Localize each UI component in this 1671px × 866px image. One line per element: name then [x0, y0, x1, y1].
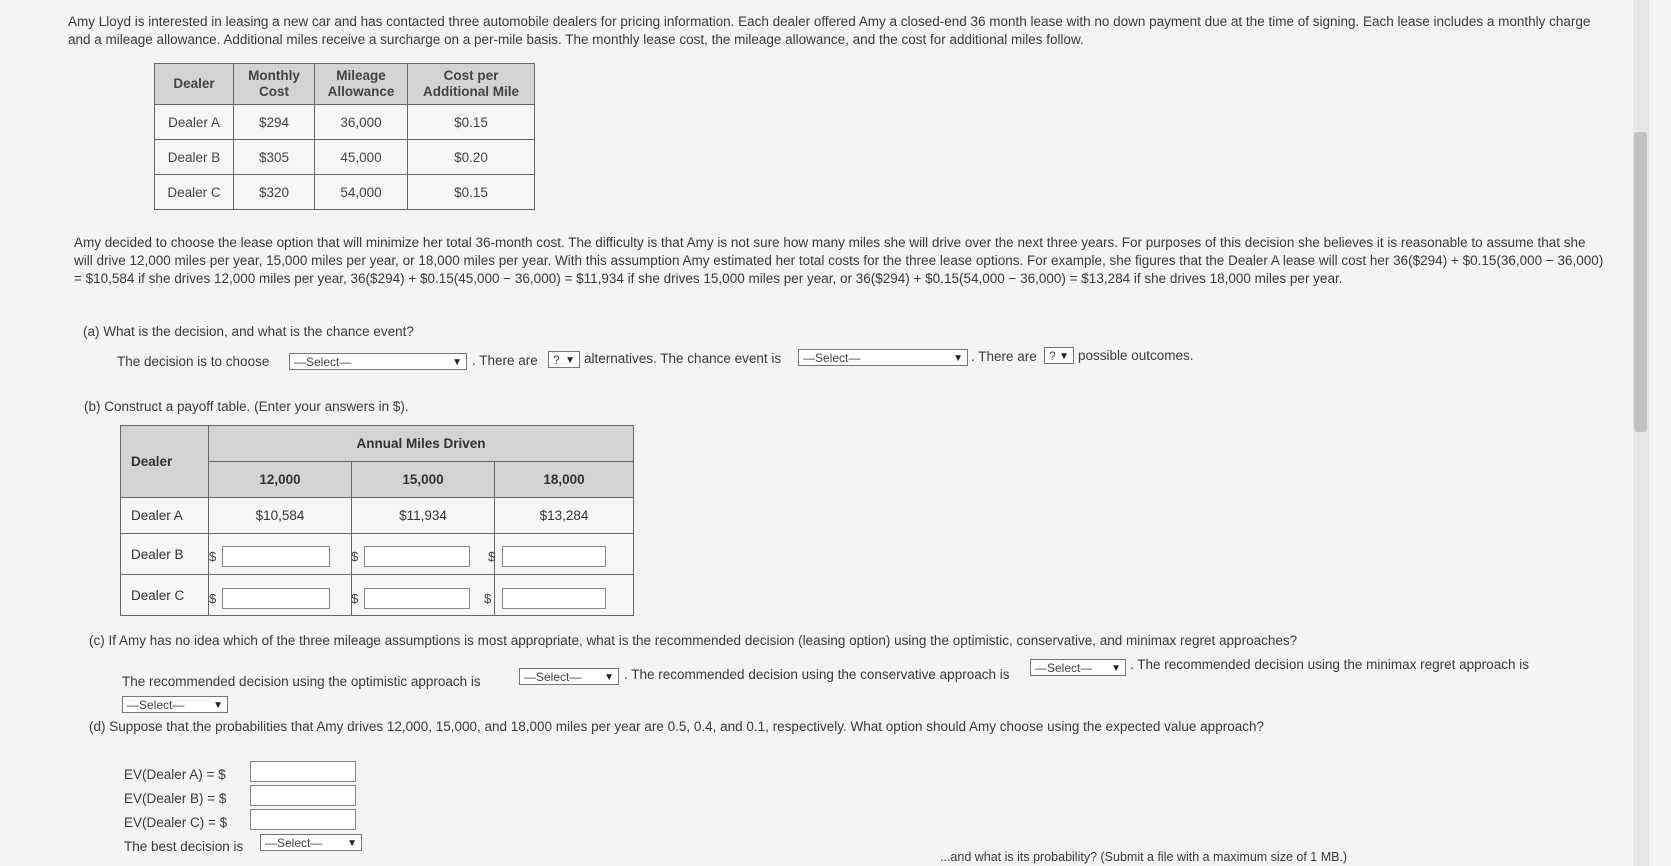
part-c-question: (c) If Amy has no idea which of the three mileage assumptions is most appropriate, what is the recommended decision (leasing option) using the optimistic, conservative, and minimax regret approaches? — [89, 633, 1298, 648]
ev-dealer-b-input[interactable] — [250, 785, 356, 806]
payoff-input-c-12000[interactable] — [222, 588, 330, 609]
optimistic-select[interactable] — [519, 668, 619, 685]
lease-cell: 54,000 — [315, 175, 408, 210]
lease-header-cost-per-mile: Cost per Additional Mile — [408, 64, 535, 105]
table-row — [155, 140, 535, 175]
payoff-header-dealer: Dealer — [121, 426, 209, 498]
part-b-question: (b) Construct a payoff table. (Enter your answers in $). — [84, 399, 409, 414]
intro-text: Amy Lloyd is interested in leasing a new car and has contacted three automobile dealers for pricing information. Each dealer offered Amy a closed-end 36 month lease with no down payment due at the time of signing. Each lease includes a monthly charge and a mileage allowance. Additional miles receive a surcharge on a per-mile basis. The monthly lease cost, the mileage allowance, and the cost for additional miles follow. — [68, 14, 1591, 47]
payoff-col-12000: 12,000 — [209, 462, 352, 498]
ev-dealer-a-input[interactable] — [250, 761, 356, 782]
ev-dealer-b-label: EV(Dealer B) = $ — [124, 791, 227, 806]
currency-symbol: $ — [484, 591, 492, 606]
alternatives-count-select[interactable] — [548, 351, 580, 368]
lease-cell: $305 — [234, 140, 315, 175]
part-a-text-4: . There are — [971, 349, 1037, 364]
ev-dealer-c-label: EV(Dealer C) = $ — [124, 815, 228, 830]
lease-header-mileage: Mileage Allowance — [315, 64, 408, 105]
scenario-text: Amy decided to choose the lease option that will minimize her total 36-month cost. The difficulty is that Amy is not sure how many miles she will drive over the next three years. For purposes of this decision she believes it is reasonable to assume that she will drive 12,000 miles per year, 15,000 miles per year, or 18,000 miles per year. With this assumption Amy estimated her total costs for the three lease options. For example, she figures that the Dealer A lease will cost her 36($294) + $0.15(36,000 − 36,000) = $10,584 if she drives 12,000 miles per year, 36($294) + $0.15(45,000 − 36,000) = $11,934 if she drives 15,000 miles per year, or 36($294) + $0.15(54,000 − 36,000) = $13,284 if she drives 18,000 miles per year. — [74, 235, 1604, 286]
part-a-text-2: . There are — [472, 353, 538, 368]
lease-table — [154, 63, 535, 210]
select-label: —Select— — [127, 698, 185, 712]
chevron-down-icon: ▼ — [347, 838, 357, 849]
payoff-value: $13,284 — [495, 498, 634, 534]
select-label: ? — [553, 353, 560, 367]
conservative-select[interactable] — [1030, 659, 1126, 676]
payoff-input-b-15000[interactable] — [364, 546, 470, 567]
select-label: ? — [1049, 349, 1056, 363]
chance-event-select[interactable] — [798, 349, 968, 366]
best-decision-select[interactable] — [260, 834, 362, 851]
best-decision-label: The best decision is — [124, 839, 244, 854]
table-row — [155, 175, 535, 210]
payoff-row-label: Dealer A — [121, 498, 209, 534]
payoff-col-15000: 15,000 — [352, 462, 495, 498]
payoff-input-b-18000[interactable] — [502, 546, 606, 567]
lease-header-dealer: Dealer — [155, 64, 234, 105]
chevron-down-icon: ▼ — [1059, 351, 1069, 362]
part-d-question: (d) Suppose that the probabilities that Amy drives 12,000, 15,000, and 18,000 miles per year are 0.5, 0.4, and 0.1, respectively. What option should Amy choose using the expected value approach? — [89, 719, 1264, 734]
select-label: —Select— — [524, 670, 582, 684]
lease-cell: $0.20 — [408, 140, 535, 175]
part-a-text-5: possible outcomes. — [1078, 348, 1194, 363]
scrollbar-thumb[interactable] — [1634, 132, 1647, 432]
chevron-down-icon: ▼ — [452, 357, 462, 368]
payoff-row-label: Dealer B — [121, 534, 209, 575]
lease-cell: $320 — [234, 175, 315, 210]
chevron-down-icon: ▼ — [953, 353, 963, 364]
part-a-text-3: alternatives. The chance event is — [584, 351, 782, 366]
currency-symbol: $ — [488, 549, 496, 564]
cut-off-footer-text: ...and what is its probability? (Submit a file with a maximum size of 1 MB.) — [940, 850, 1348, 864]
chevron-down-icon: ▼ — [213, 700, 223, 711]
scrollbar-track[interactable] — [1633, 0, 1649, 866]
outcomes-count-select[interactable] — [1044, 347, 1074, 364]
currency-symbol: $ — [351, 591, 359, 606]
payoff-col-18000: 18,000 — [495, 462, 634, 498]
payoff-value: $10,584 — [209, 498, 352, 534]
lease-cell: $294 — [234, 105, 315, 140]
payoff-input-b-12000[interactable] — [222, 546, 330, 567]
lease-cell: 36,000 — [315, 105, 408, 140]
chevron-down-icon: ▼ — [565, 355, 575, 366]
part-a-text-1: The decision is to choose — [117, 354, 270, 369]
lease-cell: $0.15 — [408, 175, 535, 210]
select-label: —Select— — [294, 355, 352, 369]
lease-cell: Dealer B — [155, 140, 234, 175]
currency-symbol: $ — [351, 549, 359, 564]
select-label: —Select— — [1035, 661, 1093, 675]
part-c-text-2: . The recommended decision using the conservative approach is — [624, 667, 1010, 682]
lease-cell: $0.15 — [408, 105, 535, 140]
chevron-down-icon: ▼ — [604, 672, 614, 683]
payoff-input-c-15000[interactable] — [364, 588, 470, 609]
currency-symbol: $ — [209, 591, 217, 606]
payoff-header-group: Annual Miles Driven — [209, 426, 634, 462]
minimax-regret-select[interactable] — [122, 696, 228, 713]
select-label: —Select— — [265, 836, 323, 850]
payoff-value: $11,934 — [352, 498, 495, 534]
part-c-text-3: . The recommended decision using the minimax regret approach is — [1130, 657, 1529, 672]
table-row — [121, 498, 634, 534]
decision-select[interactable] — [289, 353, 467, 370]
lease-cell: 45,000 — [315, 140, 408, 175]
part-c-text-1: The recommended decision using the optimistic approach is — [122, 674, 481, 689]
table-row — [155, 105, 535, 140]
part-a-question: (a) What is the decision, and what is the chance event? — [83, 324, 414, 339]
payoff-row-label: Dealer C — [121, 575, 209, 616]
ev-dealer-a-label: EV(Dealer A) = $ — [124, 767, 226, 782]
lease-cell: Dealer A — [155, 105, 234, 140]
chevron-down-icon: ▼ — [1111, 663, 1121, 674]
lease-header-monthly: Monthly Cost — [234, 64, 315, 105]
payoff-input-c-18000[interactable] — [502, 588, 606, 609]
ev-dealer-c-input[interactable] — [250, 809, 356, 830]
currency-symbol: $ — [209, 549, 217, 564]
select-label: —Select— — [803, 351, 861, 365]
lease-cell: Dealer C — [155, 175, 234, 210]
